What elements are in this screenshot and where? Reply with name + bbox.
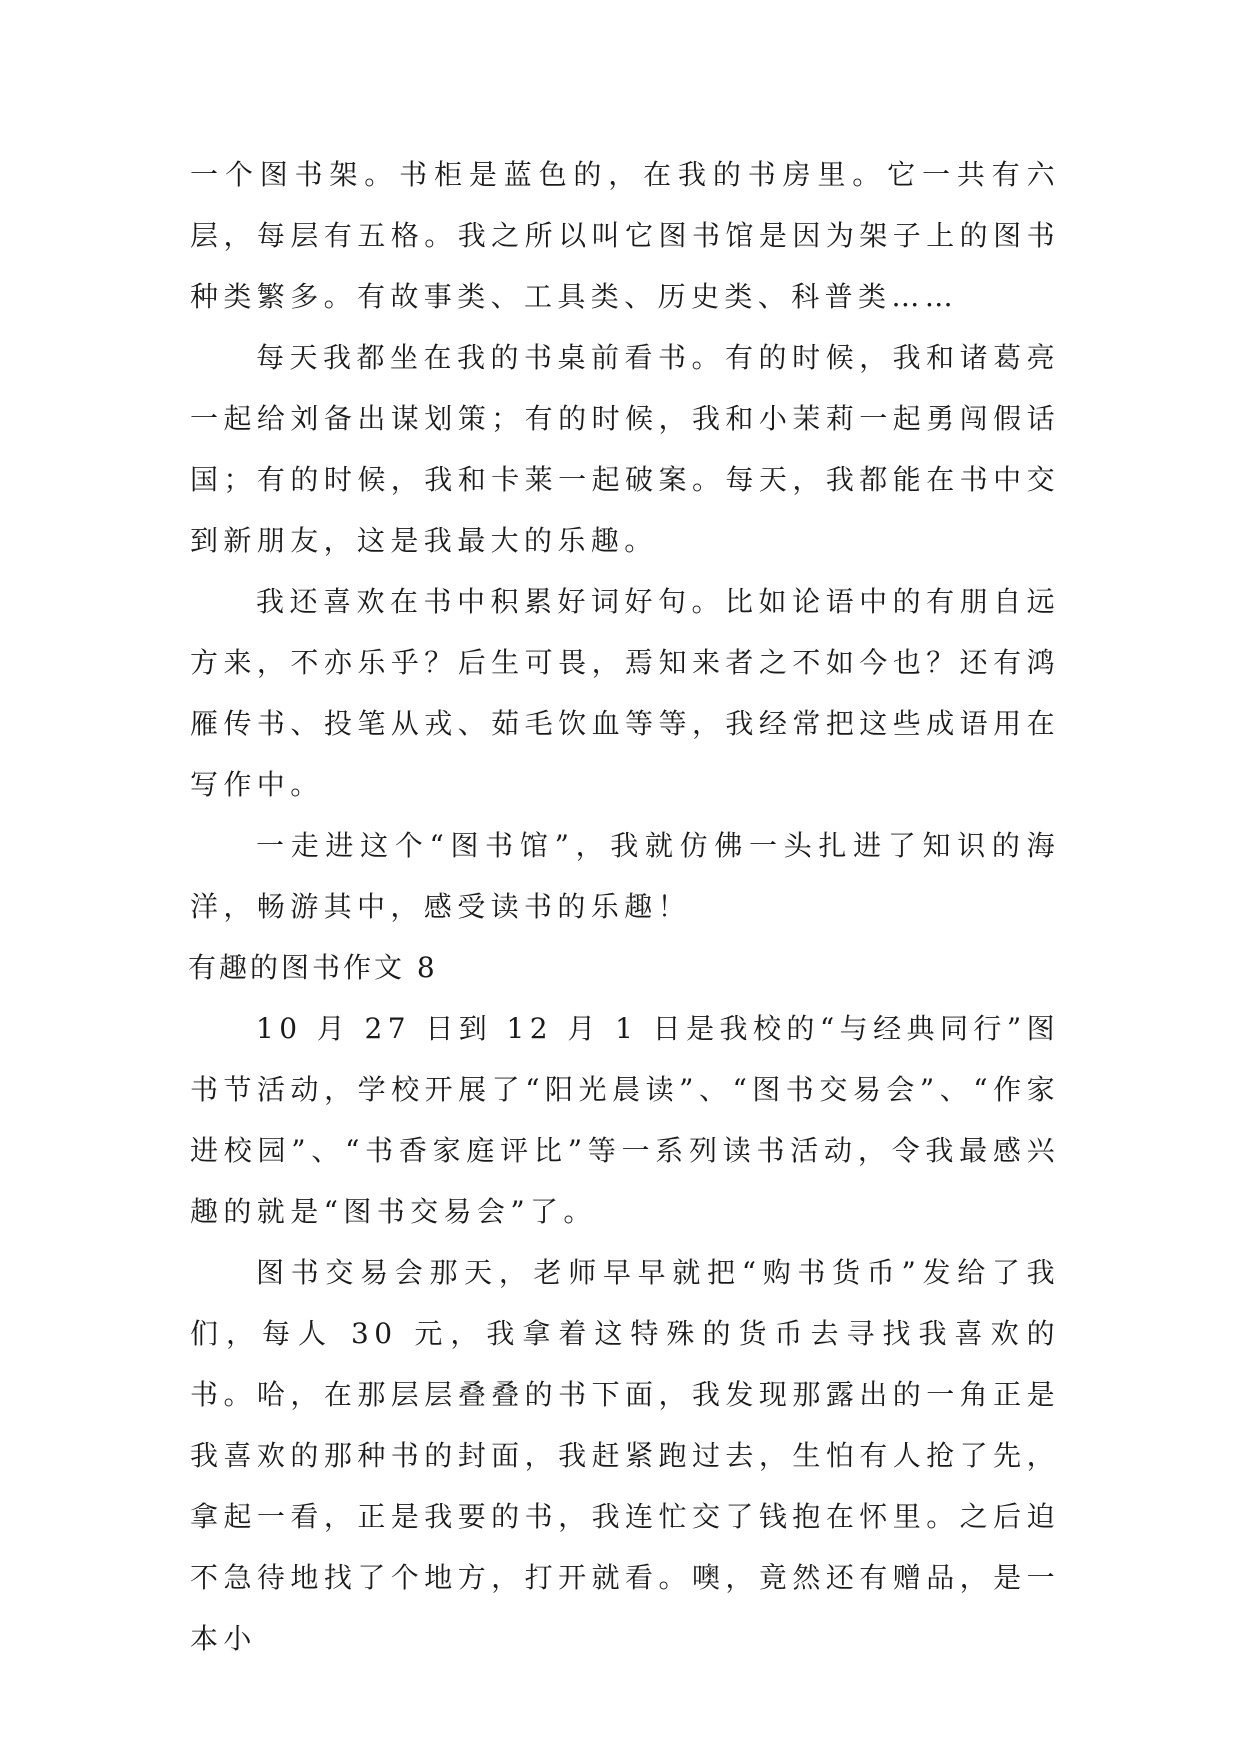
section-title: 有趣的图书作文 8: [188, 951, 438, 984]
paragraph-reading-daily: 每天我都坐在我的书桌前看书。有的时候，我和诸葛亮一起给刘备出谋划策；有的时候，我和小茉莉一起勇闯假话国；有的时候，我和卡莱一起破案。每天，我都能在书中交到新朋友，这是我最大的乐趣。: [190, 341, 1060, 557]
paragraph-library-ocean: 一走进这个“图书馆”，我就仿佛一头扎进了知识的海洋，畅游其中，感受读书的乐趣！: [190, 829, 1060, 923]
paragraph-bookshelf: 一个图书架。书柜是蓝色的，在我的书房里。它一共有六层，每层有五格。我之所以叫它图书馆是因为架子上的图书种类繁多。有故事类、工具类、历史类、科普类……: [190, 158, 1060, 313]
document-body: [190, 144, 1060, 1669]
paragraph-good-sentences: 我还喜欢在书中积累好词好句。比如论语中的有朋自远方来，不亦乐乎？后生可畏，焉知来者之不如今也？还有鸿雁传书、投笔从戎、茹毛饮血等等，我经常把这些成语用在写作中。: [190, 585, 1060, 801]
paragraph-book-fair-day: 图书交易会那天，老师早早就把“购书货币”发给了我们，每人 30 元，我拿着这特殊的货币去寻找我喜欢的书。哈，在那层层叠叠的书下面，我发现那露出的一角正是我喜欢的那种书的封面，我赶紧跑过去，生怕有人抢了先，拿起一看，正是我要的书，我连忙交了钱抱在怀里。之后迫不急待地找了个地方，打开就看。噢，竟然还有赠品，是一本小: [190, 1256, 1060, 1655]
paragraph-book-festival: 10 月 27 日到 12 月 1 日是我校的“与经典同行”图书节活动，学校开展了“阳光晨读”、“图书交易会”、“作家进校园”、“书香家庭评比”等一系列读书活动，令我最感兴趣的就是“图书交易会”了。: [190, 1012, 1060, 1228]
